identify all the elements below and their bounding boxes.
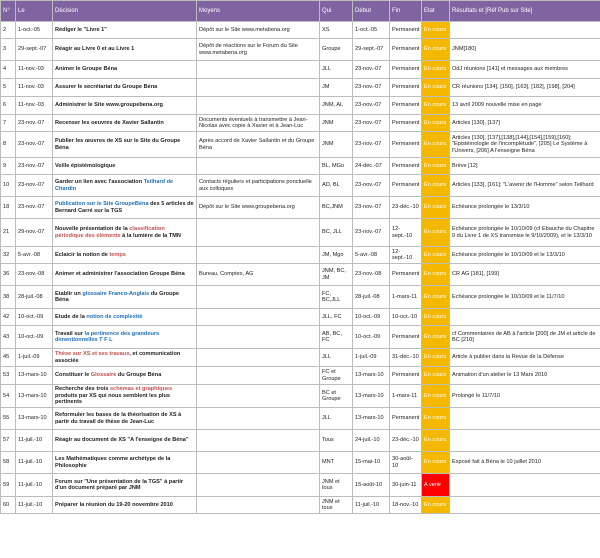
row-number: 3 (1, 39, 16, 61)
row-results: Prolongé le 11/7/10 (450, 385, 600, 408)
decision-text: Les Mathématiques comme archétype de la Philosophie (55, 456, 171, 469)
row-date: 10-oct.-09 (16, 309, 53, 326)
row-start: 11-juil.-10 (353, 497, 390, 514)
row-means (197, 286, 320, 309)
row-number: 57 (1, 430, 16, 452)
row-start: 23-nov.-07 (353, 61, 390, 79)
row-decision (53, 474, 197, 497)
decision-text: Nouvelle présentation de la (55, 226, 130, 233)
row-who: Groupe (320, 39, 353, 61)
decision-text: classification périodique des éléments (55, 226, 165, 239)
row-date: 10-oct.-09 (16, 326, 53, 349)
row-date: 11-juil.-10 (16, 452, 53, 474)
table-row (1, 97, 600, 115)
decision-text: Publier les œuvres de XS sur le Site du Groupe Béna (55, 138, 181, 151)
row-who: XS (320, 22, 353, 39)
row-results: Articles [130], [137],[138],[144],[154],[159],[160]; "Epistémologie de l'incomplétude", [205] Le Système à l'Univers, [206] A l'enseigne Béna (450, 132, 600, 158)
header-col-decision: Décision (53, 1, 197, 22)
row-means (197, 309, 320, 326)
row-number: 8 (1, 132, 16, 158)
decision-text: Travail sur (55, 330, 85, 337)
table-row (1, 349, 600, 367)
row-decision (53, 264, 197, 286)
decision-text: du Groupe Béna (55, 290, 180, 303)
decision-text: Réagir au Livre 0 et au Livre 1 (55, 46, 135, 53)
row-date: 1-oct.-05 (16, 22, 53, 39)
row-number: 18 (1, 197, 16, 219)
decision-text: temps (109, 251, 126, 258)
row-who: BC et Groupe (320, 385, 353, 408)
row-decision (53, 349, 197, 367)
row-date: 23-nov.-08 (16, 264, 53, 286)
row-number: 42 (1, 309, 16, 326)
row-who: BC, JLL (320, 219, 353, 247)
row-who: JM (320, 79, 353, 97)
row-date: 11-juil.-10 (16, 497, 53, 514)
row-end: 23-déc.-10 (390, 197, 422, 219)
decision-text: Recenser les oeuvres de Xavier Sallantin (55, 119, 164, 126)
row-end: 30-août-10 (390, 452, 422, 474)
decision-text: Constituer le (55, 372, 91, 379)
status-badge: En cours (422, 430, 450, 452)
table-body (1, 22, 600, 514)
row-start: 23-nov.-07 (353, 197, 390, 219)
row-end: Permanent (390, 264, 422, 286)
status-badge: En cours (422, 367, 450, 385)
row-date: 13-mars-10 (16, 367, 53, 385)
status-badge: En cours (422, 497, 450, 514)
row-means: Contacts réguliers et participations ponctuelle aux colloques (197, 175, 320, 197)
row-means: Dépôt sur le Site www.groupebena.org (197, 197, 320, 219)
row-results: Brève [12] (450, 158, 600, 175)
row-number: 55 (1, 408, 16, 430)
row-who: JLL (320, 408, 353, 430)
row-date: 29-nov.-07 (16, 219, 53, 247)
status-badge: En cours (422, 79, 450, 97)
row-means (197, 497, 320, 514)
header-col-end: Fin (390, 1, 422, 22)
status-badge: En cours (422, 61, 450, 79)
row-date: 23-nov.-07 (16, 132, 53, 158)
table-row (1, 264, 600, 286)
table-row (1, 158, 600, 175)
table-row (1, 474, 600, 497)
row-means (197, 79, 320, 97)
decision-text: Veille épistémologique (55, 162, 116, 169)
status-badge: En cours (422, 264, 450, 286)
decision-text: Recherche des trois (55, 386, 111, 393)
row-end: 23-déc.-10 (390, 430, 422, 452)
row-end: Permanent (390, 22, 422, 39)
table-row (1, 22, 600, 39)
row-decision (53, 326, 197, 349)
row-end: 1-mars-11 (390, 385, 422, 408)
header-col-who: Qui (320, 1, 353, 22)
row-end: Permanent (390, 79, 422, 97)
row-start: 13-mars-10 (353, 367, 390, 385)
table-row (1, 247, 600, 264)
row-decision (53, 385, 197, 408)
decision-text: la pertinence des grandeurs dimentionnelles T F L (55, 330, 160, 343)
table-row (1, 408, 600, 430)
decision-text: Réagir au document de XS "A l'enseigne de Béna" (55, 437, 189, 444)
decision-text: des 5 articles de Bernard Carré sur la TGS (55, 201, 194, 214)
decision-text: Teilhard de Chardin (55, 179, 174, 192)
decision-text: du Groupe Béna (116, 372, 162, 379)
row-who: MNT (320, 452, 353, 474)
row-results: Echéance prolongée le 10/10/09 et le 11/7/10 (450, 286, 600, 309)
row-start: 10-oct.-09 (353, 326, 390, 349)
row-results: OdJ réunions [141] et messages aux membres (450, 61, 600, 79)
row-end: 30-juin-11 (390, 474, 422, 497)
row-decision (53, 408, 197, 430)
row-number: 45 (1, 349, 16, 367)
row-start: 29-sept.-07 (353, 39, 390, 61)
decision-text: Assurer le secrétariat du Groupe Béna (55, 84, 158, 91)
row-decision (53, 97, 197, 115)
status-badge: En cours (422, 309, 450, 326)
row-number: 7 (1, 115, 16, 132)
row-end: Permanent (390, 115, 422, 132)
row-end: Permanent (390, 175, 422, 197)
row-who: BL, MGo (320, 158, 353, 175)
table-row (1, 39, 600, 61)
decision-text: produits par XS qui nous semblent les plus pertinents (55, 392, 170, 406)
status-badge: En cours (422, 408, 450, 430)
row-end: Permanent (390, 97, 422, 115)
row-who: JNM (320, 115, 353, 132)
decision-text: Reformuler les bases de la théorisation de XS à partir du travail de thèse de Jean-Luc (55, 412, 182, 425)
row-decision (53, 367, 197, 385)
row-start: 23-nov.-07 (353, 175, 390, 197)
row-date: 11-nov.-03 (16, 79, 53, 97)
row-who: FC et Groupe (320, 367, 353, 385)
header-col-results: Résultats et [Réf Pub sur Site] (450, 1, 600, 22)
row-results: Echéance prolongée le 10/10/09 (cf Ebauche du Chapitre 9 du Livre 1 de XS transmise le 9/10/2009), et le 13/3/10 (450, 219, 600, 247)
table-row (1, 197, 600, 219)
table-row (1, 309, 600, 326)
row-who: Tous (320, 430, 353, 452)
row-results: CR AG [181], [199] (450, 264, 600, 286)
status-badge: En cours (422, 452, 450, 474)
row-start: 23-nov.-07 (353, 97, 390, 115)
row-date: 1-juil.-09 (16, 349, 53, 367)
row-results: Echéance prolongée le 10/10/09 et le 13/3/10 (450, 247, 600, 264)
row-number: 21 (1, 219, 16, 247)
row-means (197, 97, 320, 115)
row-who: JLL (320, 61, 353, 79)
table-row (1, 79, 600, 97)
row-end: Permanent (390, 132, 422, 158)
row-decision (53, 286, 197, 309)
row-start: 24-déc.-07 (353, 158, 390, 175)
row-start: 23-nov.-08 (353, 264, 390, 286)
decision-text: Administrer le Site www.groupebena.org (55, 102, 163, 109)
row-who: JLL (320, 349, 353, 367)
row-decision (53, 61, 197, 79)
status-badge: En cours (422, 22, 450, 39)
row-means (197, 452, 320, 474)
row-means (197, 349, 320, 367)
row-number: 4 (1, 61, 16, 79)
row-means (197, 430, 320, 452)
row-decision (53, 115, 197, 132)
row-decision (53, 247, 197, 264)
row-number: 6 (1, 97, 16, 115)
decision-text: Thèse sur XS et ses travaux (55, 351, 130, 358)
table-row (1, 61, 600, 79)
row-means (197, 326, 320, 349)
status-badge: En cours (422, 247, 450, 264)
status-badge: En cours (422, 286, 450, 309)
row-start: 15-mai-10 (353, 452, 390, 474)
row-who: JM, Mgo (320, 247, 353, 264)
row-start: 1-juil.-09 (353, 349, 390, 367)
row-means (197, 474, 320, 497)
status-badge: En cours (422, 219, 450, 247)
decision-text: notion de complexité (86, 313, 143, 320)
status-badge: En cours (422, 132, 450, 158)
row-number: 38 (1, 286, 16, 309)
row-who: AB, BC, FC (320, 326, 353, 349)
row-number: 10 (1, 175, 16, 197)
table-row (1, 497, 600, 514)
status-badge: En cours (422, 385, 450, 408)
row-decision (53, 219, 197, 247)
row-start: 23-nov.-07 (353, 79, 390, 97)
decision-text: Animer le Groupe Béna (55, 66, 118, 73)
decision-text: Préparer la réunion du 19-20 novembre 2010 (55, 501, 173, 508)
row-results: Article à publier dans la Revue de la Défense (450, 349, 600, 367)
row-decision (53, 197, 197, 219)
status-badge: A venir (422, 474, 450, 497)
row-decision (53, 22, 197, 39)
row-decision (53, 430, 197, 452)
decision-text: Eclaicir la notion de (55, 251, 110, 258)
row-number: 36 (1, 264, 16, 286)
row-end: 1-mars-11 (390, 286, 422, 309)
row-decision (53, 452, 197, 474)
row-end: Permanent (390, 367, 422, 385)
row-date: 11-juil.-10 (16, 474, 53, 497)
row-date: 23-nov.-07 (16, 197, 53, 219)
row-end: 31-déc.-10 (390, 349, 422, 367)
row-who: BC,JNM (320, 197, 353, 219)
decision-text: Etude de la (55, 313, 87, 320)
row-end: Permanent (390, 61, 422, 79)
status-badge: En cours (422, 326, 450, 349)
row-number: 32 (1, 247, 16, 264)
row-start: 13-mars-10 (353, 385, 390, 408)
row-means: Après accord de Xavier Sallantin et du Groupe Béna (197, 132, 320, 158)
row-end: 10-oct.-10 (390, 309, 422, 326)
table-row (1, 326, 600, 349)
row-number: 60 (1, 497, 16, 514)
row-results: Animation d'un atelier le 13 Mars 2010 (450, 367, 600, 385)
table-row (1, 219, 600, 247)
row-date: 11-nov.-03 (16, 97, 53, 115)
decision-text: glossaire Franco-Anglais (82, 290, 150, 297)
row-number: 5 (1, 79, 16, 97)
row-means: Dépôt de réactions sur le Forum du Site www.metabena.org (197, 39, 320, 61)
row-results: Exposé fait à Béna le 10 juillet 2010 (450, 452, 600, 474)
row-date: 28-juil.-08 (16, 286, 53, 309)
table-row (1, 452, 600, 474)
decision-text: Etablir un (55, 290, 83, 297)
row-number: 53 (1, 367, 16, 385)
row-means (197, 61, 320, 79)
decision-text: à la lumière de la TMN (120, 232, 181, 239)
row-means: Documents éventuels à transmettre à Jean-Nicolas avec copie à Xavier et à Jean-Luc (197, 115, 320, 132)
status-badge: En cours (422, 97, 450, 115)
row-means (197, 367, 320, 385)
row-decision (53, 309, 197, 326)
row-results (450, 408, 600, 430)
header-col-start: Début (353, 1, 390, 22)
status-badge: En cours (422, 175, 450, 197)
row-who: JNM, BC, JM (320, 264, 353, 286)
table-row (1, 430, 600, 452)
row-results (450, 474, 600, 497)
row-date: 11-nov.-03 (16, 61, 53, 79)
row-decision (53, 132, 197, 158)
row-end: 18-nov.-10 (390, 497, 422, 514)
row-start: 13-mars-10 (353, 408, 390, 430)
row-number: 9 (1, 158, 16, 175)
row-start: 23-nov.-07 (353, 219, 390, 247)
row-end: 12-sept.-10 (390, 219, 422, 247)
status-badge: En cours (422, 158, 450, 175)
row-results: JNM[180] (450, 39, 600, 61)
header-col-date: Le (16, 1, 53, 22)
row-start: 28-juil.-08 (353, 286, 390, 309)
row-results (450, 497, 600, 514)
row-number: 59 (1, 474, 16, 497)
row-decision (53, 79, 197, 97)
row-means (197, 408, 320, 430)
row-results (450, 309, 600, 326)
row-start: 1-oct.-05 (353, 22, 390, 39)
row-end: Permanent (390, 408, 422, 430)
row-results: cf Commentaires de AB à l'article [200] de JM et article de BC [210] (450, 326, 600, 349)
header-col-status: Etat (422, 1, 450, 22)
row-start: 24-juil.-10 (353, 430, 390, 452)
row-date: 23-nov.-07 (16, 158, 53, 175)
table-row (1, 385, 600, 408)
table-row (1, 286, 600, 309)
row-results: 13 avril 2009 nouvelle mise en page (450, 97, 600, 115)
row-results (450, 430, 600, 452)
row-end: Permanent (390, 158, 422, 175)
row-results: CR réunions [134], [150], [163], [182], [198], [204] (450, 79, 600, 97)
row-start: 10-oct.-09 (353, 309, 390, 326)
row-number: 54 (1, 385, 16, 408)
row-results: Articles [130], [137] (450, 115, 600, 132)
decision-text: Garder un lien avec l'association (55, 179, 144, 186)
table-row (1, 115, 600, 132)
row-end: 12-sept.-10 (390, 247, 422, 264)
row-decision (53, 175, 197, 197)
status-badge: En cours (422, 197, 450, 219)
row-who: JNM et tous (320, 497, 353, 514)
row-who: AD, BL (320, 175, 353, 197)
decision-text: schémas et graphiques (110, 386, 173, 393)
status-badge: En cours (422, 39, 450, 61)
decision-text: Glossaire (90, 372, 117, 379)
decision-text: , et communication associée (55, 351, 181, 364)
row-start: 23-nov.-07 (353, 115, 390, 132)
row-who: JLL, FC (320, 309, 353, 326)
row-start: 5-avr.-08 (353, 247, 390, 264)
row-decision (53, 497, 197, 514)
row-start: 23-nov.-07 (353, 132, 390, 158)
row-means: Dépôt sur le Site www.metabena.org (197, 22, 320, 39)
header-col-number: N° (1, 1, 16, 22)
row-number: 58 (1, 452, 16, 474)
table-row (1, 132, 600, 158)
row-results: Echéance prolongée le 13/3/10 (450, 197, 600, 219)
row-end: Permanent (390, 39, 422, 61)
decision-text: Animer et administrer l'association Groupe Béna (55, 271, 185, 278)
row-number: 43 (1, 326, 16, 349)
row-means (197, 385, 320, 408)
row-means (197, 158, 320, 175)
row-date: 5-avr.-08 (16, 247, 53, 264)
row-results (450, 22, 600, 39)
row-means (197, 219, 320, 247)
status-badge: En cours (422, 115, 450, 132)
row-number: 2 (1, 22, 16, 39)
row-date: 13-mars-10 (16, 408, 53, 430)
header-col-means: Moyens (197, 1, 320, 22)
header-row (1, 1, 600, 22)
row-start: 15-août-10 (353, 474, 390, 497)
row-results: Articles [133], [161]: "L'avenir de l'Homme" selon Teilhard (450, 175, 600, 197)
decision-text: Forum sur "Une présentation de la TGS" à partir d'un document préparé par JNM (55, 478, 184, 491)
row-means (197, 247, 320, 264)
row-date: 13-mars-10 (16, 385, 53, 408)
row-who: JNM, AL (320, 97, 353, 115)
decision-text: Rédiger le "Livre 1" (55, 26, 107, 33)
row-decision (53, 158, 197, 175)
decision-text: Publication sur le Site GroupeBéna (55, 201, 149, 208)
row-who: JNM et tous (320, 474, 353, 497)
row-who: FC, BC,JLL (320, 286, 353, 309)
row-decision (53, 39, 197, 61)
row-date: 11-juil.-10 (16, 430, 53, 452)
row-date: 29-sept.-07 (16, 39, 53, 61)
row-date: 23-nov.-07 (16, 115, 53, 132)
status-badge: En cours (422, 349, 450, 367)
row-who: JNM (320, 132, 353, 158)
row-date: 23-nov.-07 (16, 175, 53, 197)
table-row (1, 367, 600, 385)
row-means: Bureau, Comptes, AG (197, 264, 320, 286)
row-end: Permanent (390, 326, 422, 349)
table-row (1, 175, 600, 197)
